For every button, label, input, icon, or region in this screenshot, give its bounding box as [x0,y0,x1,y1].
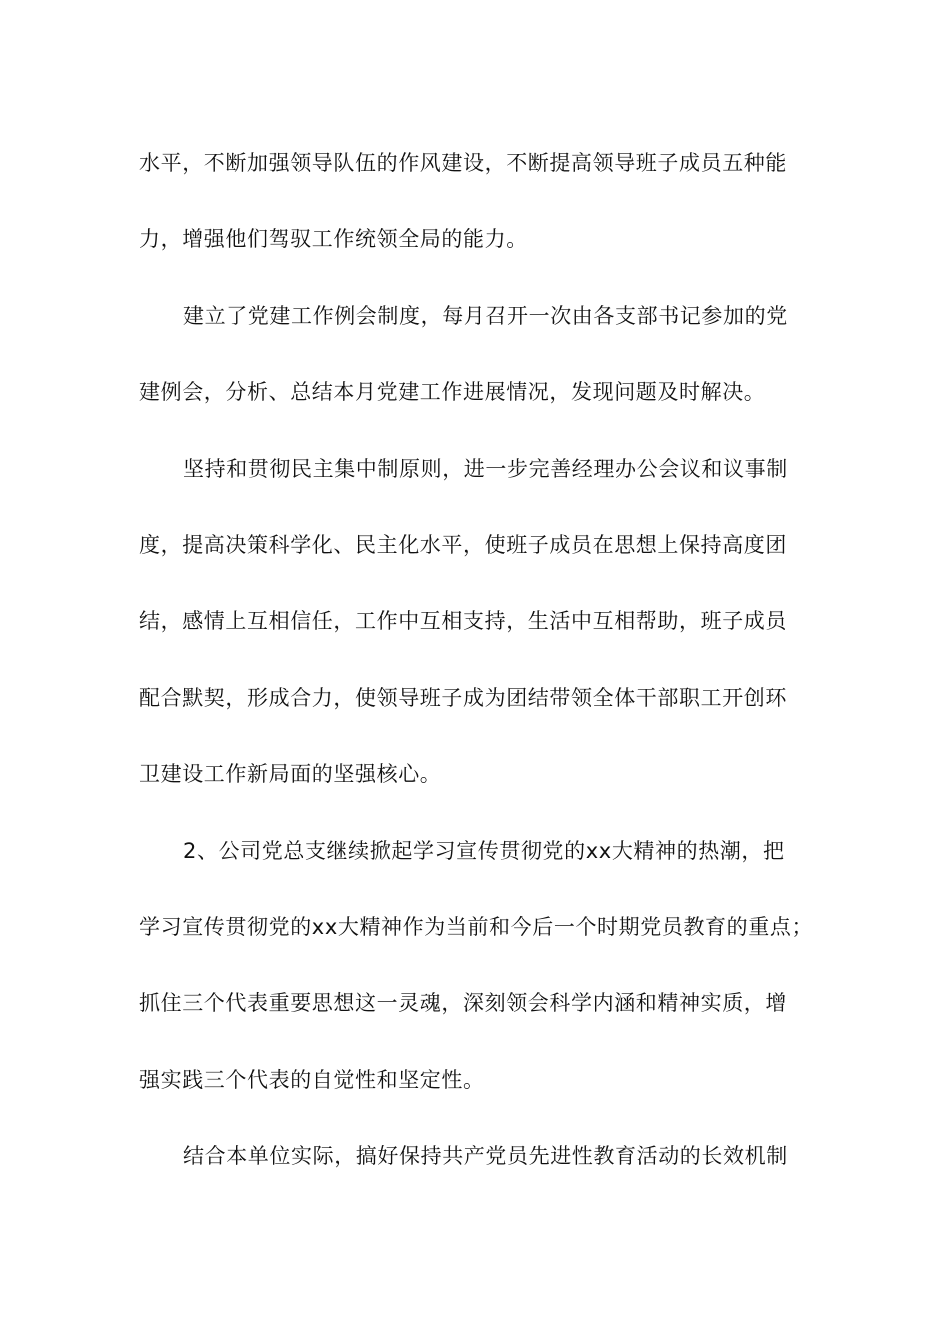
text-line: 度，提高决策科学化、民主化水平，使班子成员在思想上保持高度团 [139,532,787,557]
text-line: 卫建设工作新局面的坚强核心。 [139,762,442,787]
paragraph-start-line: 建立了党建工作例会制度，每月召开一次由各支部书记参加的党 [183,303,788,328]
text-line: 抓住三个代表重要思想这一灵魂，深刻领会科学内涵和精神实质，增 [139,991,787,1016]
body-text [139,140,839,1209]
paragraph-start-line: 结合本单位实际，搞好保持共产党员先进性教育活动的长效机制 [183,1144,788,1169]
paragraph-start-line: 坚持和贯彻民主集中制原则，进一步完善经理办公会议和议事制 [183,456,788,481]
text-line: 力，增强他们驾驭工作统领全局的能力。 [139,227,528,252]
text-line: 学习宣传贯彻党的xx大精神作为当前和今后一个时期党员教育的重点； [139,914,814,939]
paragraph-start-line: 2、公司党总支继续掀起学习宣传贯彻党的xx大精神的热潮，把 [183,838,785,863]
text-line: 配合默契，形成合力，使领导班子成为团结带领全体干部职工开创环 [139,685,787,710]
text-line: 结，感情上互相信任，工作中互相支持，生活中互相帮助，班子成员 [139,609,787,634]
text-line: 水平，不断加强领导队伍的作风建设，不断提高领导班子成员五种能 [139,151,787,175]
text-line: 强实践三个代表的自觉性和坚定性。 [139,1067,485,1092]
text-line: 建例会，分析、总结本月党建工作进展情况，发现问题及时解决。 [139,380,766,405]
